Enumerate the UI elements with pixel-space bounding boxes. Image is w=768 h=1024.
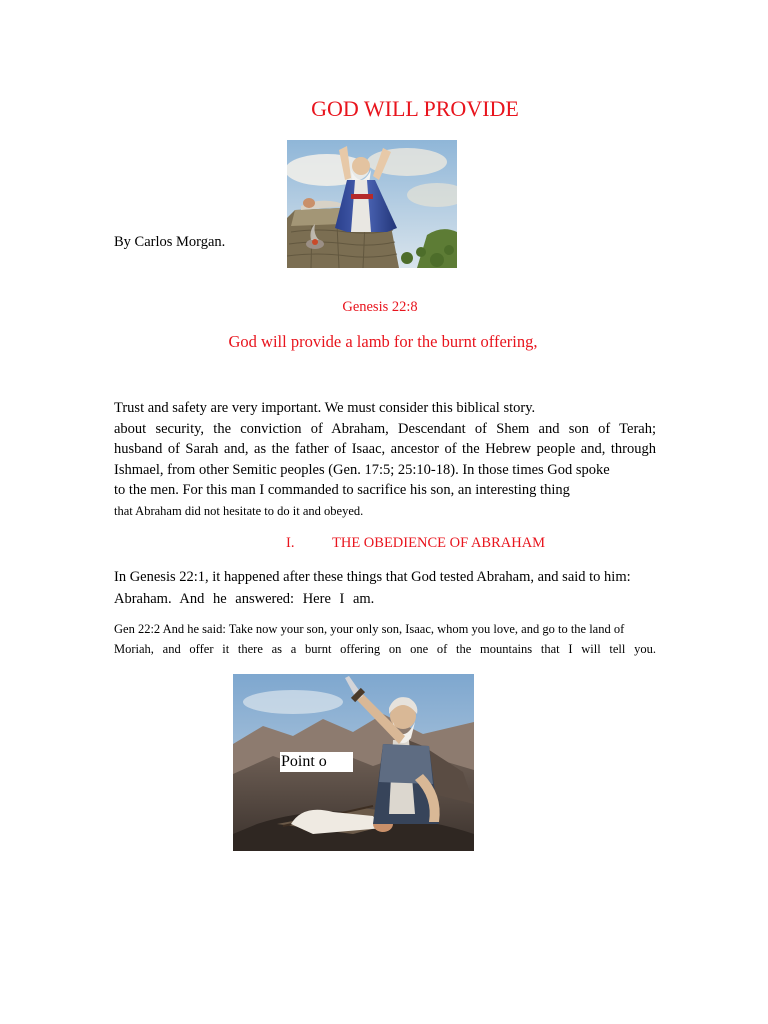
intro-line: Trust and safety are very important. We must consider this biblical story. <box>114 400 536 416</box>
intro-paragraph <box>114 398 656 521</box>
paragraph-line: In Genesis 22:1, it happened after these things that God tested Abraham, and said to him: <box>114 569 631 585</box>
genesis-22-2-paragraph <box>114 619 656 659</box>
verse-reference: Genesis 22:8 <box>342 299 418 315</box>
page-title: GOD WILL PROVIDE <box>311 96 519 121</box>
intro-line: that Abraham did not hesitate to do it and obeyed. <box>114 503 364 518</box>
genesis-22-1-paragraph <box>114 566 656 610</box>
paragraph-line: Moriah, and offer it there as a burnt offering on one of the mountains that I will tell you. <box>114 642 656 656</box>
intro-line: Ishmael, from other Semitic peoples (Gen. 17:5; 25:10-18). In those times God spoke <box>114 461 610 478</box>
section-title: THE OBEDIENCE OF ABRAHAM <box>332 535 546 551</box>
section-number: I. <box>286 535 295 551</box>
intro-line: husband of Sarah and, as the father of Isaac, ancestor of the Hebrew people and, through <box>114 441 656 457</box>
paragraph-line: Abraham. And he answered: Here I am. <box>114 591 375 607</box>
abraham-raising-knife-over-isaac-image <box>233 674 474 851</box>
abraham-praying-at-altar-image <box>287 140 457 268</box>
intro-line: about security, the conviction of Abraham, Descendant of Shem and son of Terah; <box>114 420 656 437</box>
intro-line: to the men. For this man I commanded to sacrifice his son, an interesting thing <box>114 482 570 498</box>
paragraph-line: Gen 22:2 And he said: Take now your son, your only son, Isaac, whom you love, and go to the land of <box>114 622 625 636</box>
author-byline: By Carlos Morgan. <box>114 234 226 250</box>
image-caption-label: Point o <box>280 752 353 772</box>
verse-text: God will provide a lamb for the burnt offering, <box>228 332 538 351</box>
